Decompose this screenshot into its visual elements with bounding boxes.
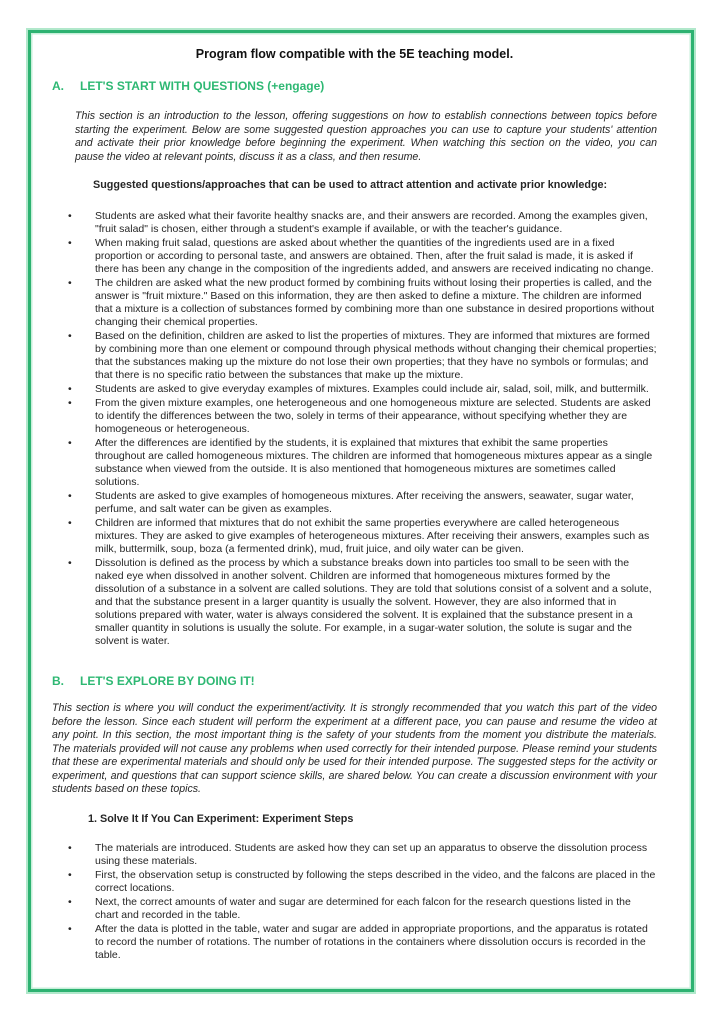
bullet-item: • The materials are introduced. Students are asked how they can set up an apparatus to observe the dissolution process using these materials. <box>95 842 657 868</box>
section-b-heading <box>52 674 657 689</box>
section-b-intro-paragraph: This section is where you will conduct the experiment/activity. It is strongly recommended that you watch this part of the video before the lesson. Since each student will perform the experiment at a different pace, you can pause and resume the video at any point. In this section, the most important thing is the safety of your students from the moment you distribute the materials. The materials provided will not cause any problems when used correctly for their intended purpose. Please remind your students that these are experimental materials and should only be used for their intended purpose. The suggested steps for the activity or experiment, and questions that can support science skills, are shared below. You can create a discussion environment with your students based on these topics. <box>52 702 657 795</box>
bullet-item: • Next, the correct amounts of water and sugar are determined for each falcon for the research questions listed in the chart and recorded in the table. <box>95 896 657 922</box>
bullet-item: • Children are informed that mixtures that do not exhibit the same properties everywhere are called heterogeneous mixtures. They are asked to give examples of heterogeneous mixtures. After receiving their answers, examples such as milk, buttermilk, soup, boza (a fermented drink), mud, fruit juice, and oily water can be given. <box>95 517 657 556</box>
page-title: Program flow compatible with the 5E teaching model. <box>195 47 514 61</box>
section-b-label: B. <box>52 674 64 688</box>
section-a-title: LET'S START WITH QUESTIONS (+engage) <box>80 79 325 93</box>
bullet-item: • Based on the definition, children are asked to list the properties of mixtures. They are informed that mixtures are formed by combining more than one element or compound through physical methods without changing their chemical properties; that the substances making up the mixture do not lose their own properties; that they have no symbols or formulas; and that there is no specific ratio between the substances that make up the mixture. <box>95 330 657 382</box>
section-a-subheading: Suggested questions/approaches that can be used to attract attention and activate prior knowledge: <box>93 179 608 191</box>
section-b-title: LET'S EXPLORE BY DOING IT! <box>80 674 255 688</box>
section-a-heading <box>52 79 657 94</box>
section-b-bullet-list <box>52 842 657 962</box>
bullet-item: • After the data is plotted in the table, water and sugar are added in appropriate proportions, and the apparatus is rotated to record the number of rotations. The number of rotations in the containers where dissolution occurs is recorded in the table. <box>95 923 657 962</box>
section-a-intro-paragraph: This section is an introduction to the lesson, offering suggestions on how to establish connections between topics before starting the experiment. Below are some suggested question approaches you can use to capture your students' attention and activate their prior knowledge before beginning the experiment. When watching this section on the video, you can pause the video at relevant points, discuss it as a class, and then resume. <box>75 110 657 163</box>
document-page <box>28 30 694 992</box>
section-explore <box>52 674 657 962</box>
bullet-item: • Students are asked to give everyday examples of mixtures. Examples could include air, salad, soil, milk, and buttermilk. <box>95 383 657 396</box>
bullet-item: • Dissolution is defined as the process by which a substance breaks down into particles too small to be seen with the naked eye when dissolved in another solvent. Children are informed that homogeneous mixtures formed by the dissolution of a substance in a solvent are called solutions. They are told that solutions consist of a solvent and a solute, and that the substance present in a larger quantity is usually the solvent. However, they are also informed that in solutions prepared with water, water is always considered the solvent. It is explained that the substance present in a smaller quantity in solutions is usually the solute. For example, in a sugar-water solution, the solute is sugar and the solvent is water. <box>95 557 657 648</box>
bullet-item: • From the given mixture examples, one heterogeneous and one homogeneous mixture are selected. Students are asked to identify the differences between the two, solely in terms of their appearance, without specifying whether they are homogeneous or heterogeneous. <box>95 397 657 436</box>
bullet-item: • After the differences are identified by the students, it is explained that mixtures that exhibit the same properties throughout are called homogeneous mixtures. The children are informed that homogeneous mixtures appear as a single substance when viewed from the outside. It is also mentioned that homogeneous mixtures are sometimes called solutions. <box>95 437 657 489</box>
bullet-item: • The children are asked what the new product formed by combining fruits without losing their properties is called, and the answer is "fruit mixture." Based on this information, they are then asked to define a mixture. The children are informed that a mixture is a collection of substances formed by combining more than one substance in desired proportions without changing their chemical properties. <box>95 277 657 329</box>
section-a-label: A. <box>52 79 64 93</box>
section-a-bullet-list <box>52 210 657 648</box>
bullet-item: • First, the observation setup is constructed by following the steps described in the video, and the falcons are placed in the correct locations. <box>95 869 657 895</box>
bullet-item: • When making fruit salad, questions are asked about whether the quantities of the ingredients used are in a fixed proportion or according to personal taste, and answers are obtained. Then, after the fruit salad is made, it is asked if there has been any change in the composition of the ingredients added, and answers are received indicating no change. <box>95 237 657 276</box>
section-engage <box>52 79 657 648</box>
bullet-item: • Students are asked what their favorite healthy snacks are, and their answers are recorded. Among the examples given, "fruit salad" is chosen, either through a student's example if available, or with the teacher's guidance. <box>95 210 657 236</box>
section-b-subheading: 1. Solve It If You Can Experiment: Experiment Steps <box>88 812 354 825</box>
bullet-item: • Students are asked to give examples of homogeneous mixtures. After receiving the answers, seawater, sugar water, perfume, and salt water can be given as examples. <box>95 490 657 516</box>
